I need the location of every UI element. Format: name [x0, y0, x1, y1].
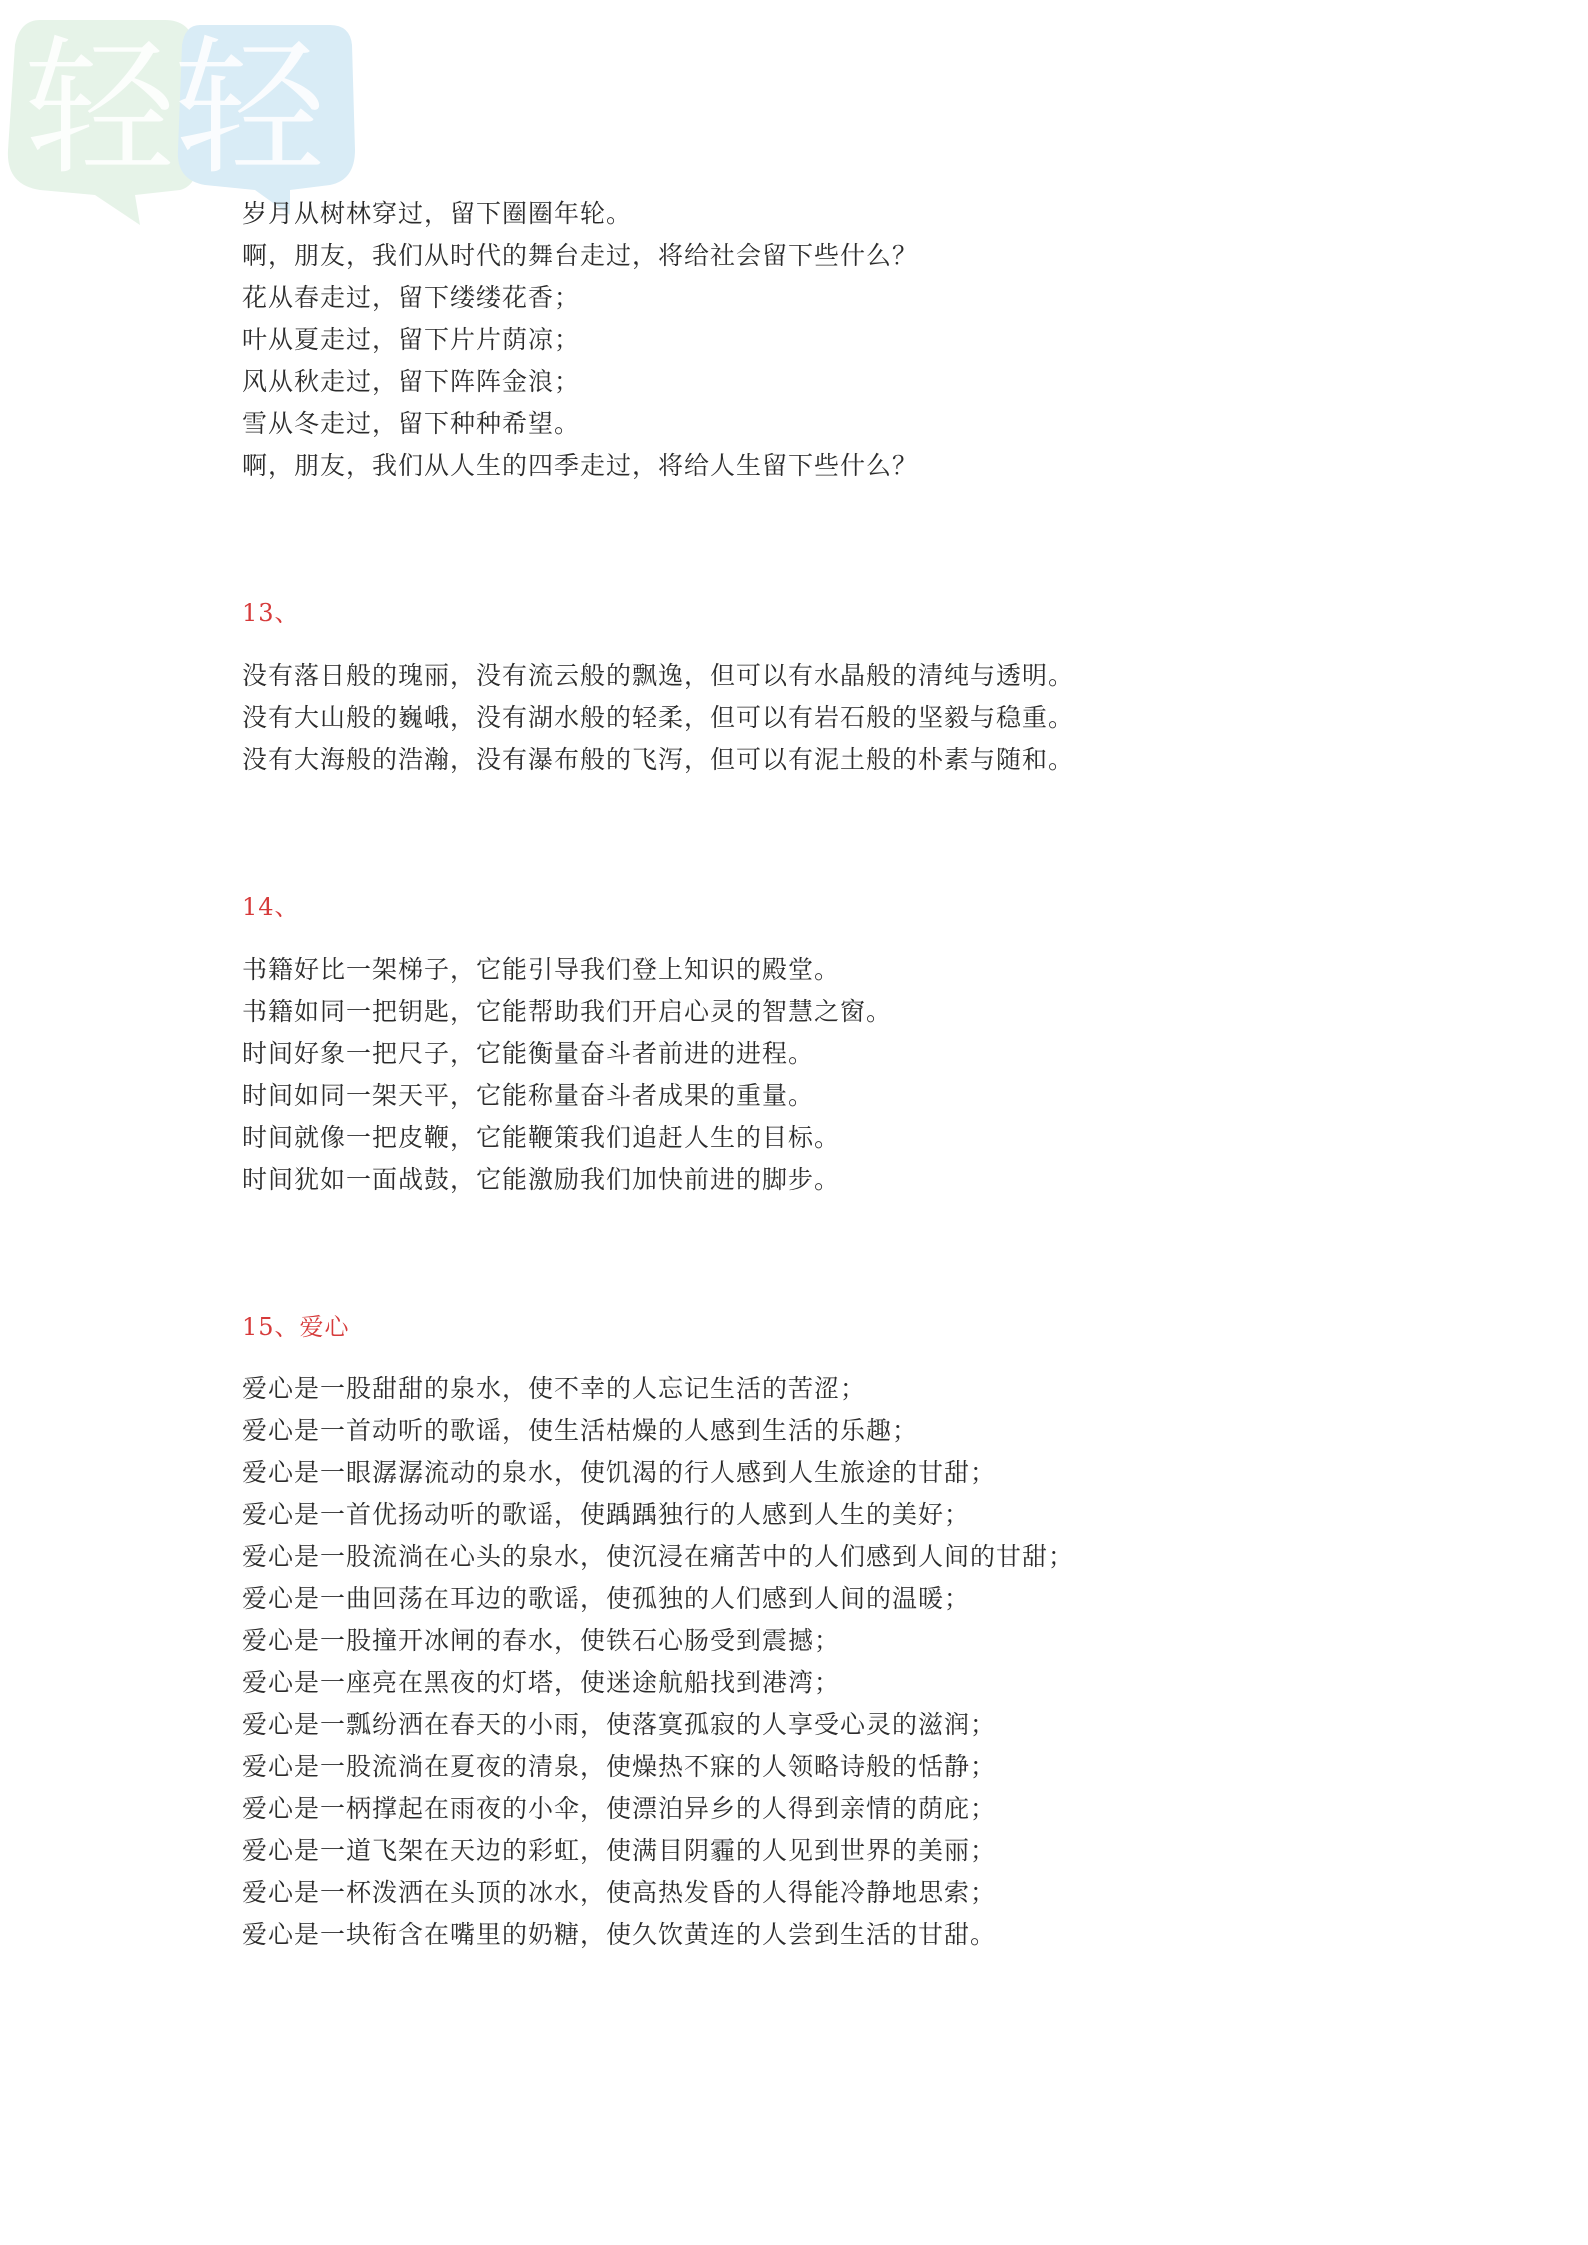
text-line: 时间就像一把皮鞭，它能鞭策我们追赶人生的目标。: [242, 1123, 841, 1152]
text-line: 爱心是一眼潺潺流动的泉水，使饥渴的行人感到人生旅途的甘甜；: [242, 1458, 997, 1487]
text-line: 时间好象一把尺子，它能衡量奋斗者前进的进程。: [242, 1039, 815, 1068]
watermark-text: 轻轻: [25, 22, 326, 196]
section-heading: 15、爱心: [242, 1313, 350, 1341]
text-line: 岁月从树林穿过，留下圈圈年轮。: [242, 199, 633, 228]
text-line: 爱心是一首动听的歌谣，使生活枯燥的人感到生活的乐趣；: [242, 1416, 919, 1445]
text-line: 爱心是一块衔含在嘴里的奶糖，使久饮黄连的人尝到生活的甘甜。: [242, 1920, 997, 1949]
text-line: 没有大山般的巍峨，没有湖水般的轻柔，但可以有岩石般的坚毅与稳重。: [242, 703, 1075, 732]
text-line: 花从春走过，留下缕缕花香；: [242, 283, 581, 312]
section-heading: 13、: [242, 599, 300, 627]
text-line: 爱心是一杯泼洒在头顶的冰水，使高热发昏的人得能冷静地思索；: [242, 1878, 997, 1907]
text-line: 爱心是一柄撑起在雨夜的小伞，使漂泊异乡的人得到亲情的荫庇；: [242, 1794, 997, 1823]
watermark-logo: [0, 0, 370, 230]
text-line: 没有落日般的瑰丽，没有流云般的飘逸，但可以有水晶般的清纯与透明。: [242, 661, 1075, 690]
section-heading: 14、: [242, 893, 300, 921]
text-line: 爱心是一道飞架在天边的彩虹，使满目阴霾的人见到世界的美丽；: [242, 1836, 997, 1865]
text-line: 风从秋走过，留下阵阵金浪；: [242, 367, 581, 396]
text-line: 爱心是一股流淌在夏夜的清泉，使燥热不寐的人领略诗般的恬静；: [242, 1752, 997, 1781]
text-line: 没有大海般的浩瀚，没有瀑布般的飞泻，但可以有泥土般的朴素与随和。: [242, 745, 1075, 774]
text-line: 爱心是一座亮在黑夜的灯塔，使迷途航船找到港湾；: [242, 1668, 841, 1697]
text-line: 爱心是一曲回荡在耳边的歌谣，使孤独的人们感到人间的温暖；: [242, 1584, 971, 1613]
text-line: 雪从冬走过，留下种种希望。: [242, 409, 581, 438]
text-line: 啊，朋友，我们从人生的四季走过，将给人生留下些什么？: [242, 451, 919, 480]
text-line: 爱心是一股流淌在心头的泉水，使沉浸在痛苦中的人们感到人间的甘甜；: [242, 1542, 1075, 1571]
text-line: 书籍好比一架梯子，它能引导我们登上知识的殿堂。: [242, 955, 841, 984]
text-line: 啊，朋友，我们从时代的舞台走过，将给社会留下些什么？: [242, 241, 919, 270]
text-line: 爱心是一瓢纷洒在春天的小雨，使落寞孤寂的人享受心灵的滋润；: [242, 1710, 997, 1739]
text-line: 爱心是一股撞开冰闸的春水，使铁石心肠受到震撼；: [242, 1626, 841, 1655]
text-line: 书籍如同一把钥匙，它能帮助我们开启心灵的智慧之窗。: [242, 997, 893, 1026]
text-line: 爱心是一首优扬动听的歌谣，使踽踽独行的人感到人生的美好；: [242, 1500, 971, 1529]
text-line: 爱心是一股甜甜的泉水，使不幸的人忘记生活的苦涩；: [242, 1374, 867, 1403]
text-line: 叶从夏走过，留下片片荫凉；: [242, 325, 581, 354]
text-line: 时间犹如一面战鼓，它能激励我们加快前进的脚步。: [242, 1165, 841, 1194]
text-line: 时间如同一架天平，它能称量奋斗者成果的重量。: [242, 1081, 815, 1110]
